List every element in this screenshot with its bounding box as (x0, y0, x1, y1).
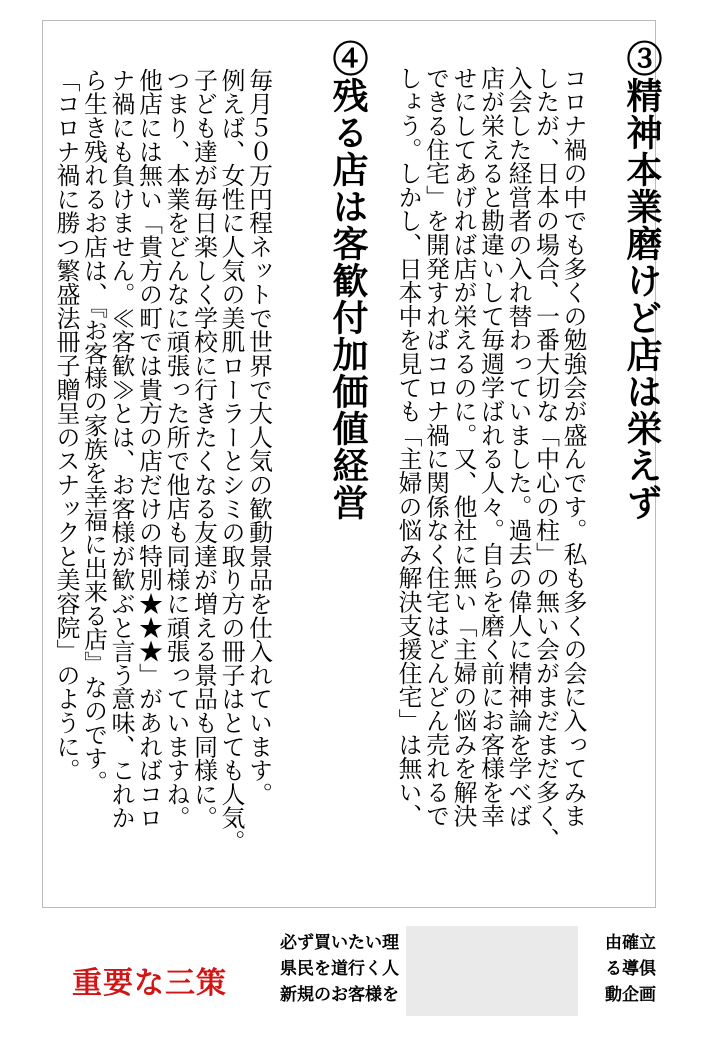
section-4-body: 毎月５０万円程ネットで世界で大人気の歓動景品を仕入れています。 例えば、女性に人気の美肌ローラーとシミの取り方の冊子はとても人気。 子ども達が毎日楽しく学校に行きたくなる友達が増える景品も同様に。 つまり、本業をどんなに頑張った所で他店も同様に頑張っていますね。 他店には無い「貴方の町では貴方の店だけの特別★★★」があればコロ ナ禍にも負けません。≪客歓≫とは、お客様が歓ぶと言う意味、これか ら生き残れるお店は、『お客様の家族を幸福に出来る店』なのです。 「コロナ禍に勝つ繁盛法冊子贈呈のスナックと美容院」のように。 (52, 68, 273, 854)
section-4-heading: ④残る店は客歓付加価値経営 (327, 40, 369, 521)
section-3-heading: ③精神本業磨けど店は栄えず (621, 40, 663, 521)
section-3-body: コロナ禍の中でも多くの勉強会が盛んです。私も多くの会に入ってみま したが、日本の場合、一番大切な「中心の柱」の無い会がまだまだ多く、 入会した経営者の入れ替わっていました。過去の偉人に精神論を学べば 店が栄えると勘違いして毎週学ばれる人々。自らを磨く前にお客様を幸 せにしてあげれば店が栄えるのに。又、他社に無い「主婦の悩みを解決 できる住宅」を開発すればコロナ禍に関係なく住宅はどんどん売れるで しょう。しかし、日本中を見ても「主婦の悩み解決支援住宅」は無い、 (394, 66, 588, 852)
strategy-line-start: 県民を道行く人 (280, 959, 399, 979)
strategy-line-end: 動企画 (605, 985, 656, 1005)
strategy-line-start: 新規のお客様を (280, 985, 399, 1005)
strategy-line-start: 必ず買いたい理 (280, 933, 399, 953)
strategy-line-end: 由確立 (605, 933, 656, 953)
important-three-strategies-label: 重要な三策 (72, 966, 227, 1001)
redaction-box (406, 926, 578, 1016)
strategy-line-end: る導俱 (605, 959, 656, 979)
